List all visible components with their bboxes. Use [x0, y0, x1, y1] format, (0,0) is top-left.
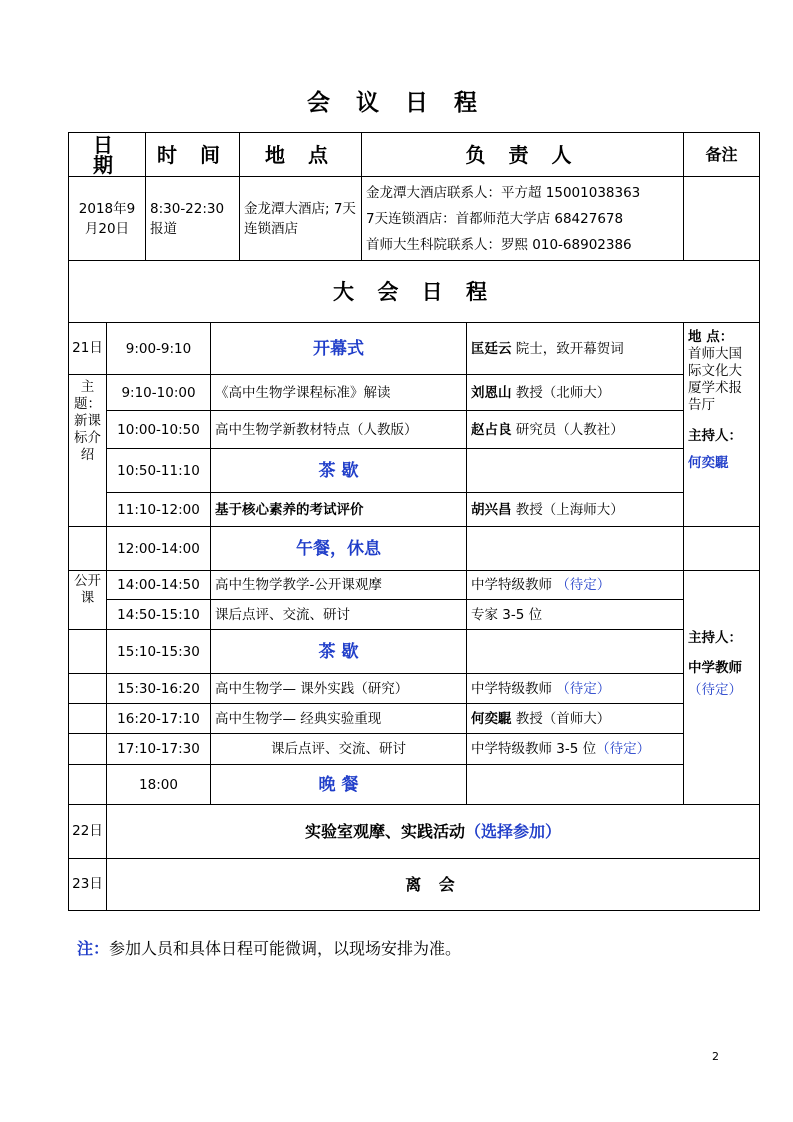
day-label: 23日 — [69, 859, 107, 911]
remark-morning — [684, 323, 760, 527]
header-remark: 备注 — [684, 133, 760, 177]
row-time: 11:10-12:00 — [107, 493, 211, 527]
row-person: 中学特级教师 （待定） — [467, 571, 684, 600]
row-person: 中学特级教师 3-5 位（待定） — [467, 734, 684, 765]
row-event: 茶 歇 — [211, 449, 467, 493]
row-time: 12:00-14:00 — [107, 527, 211, 571]
registration-date: 2018年9月20日 — [69, 177, 146, 261]
remark-place-label: 地 点： — [688, 329, 734, 345]
row-person: 匡廷云 院士，致开幕贺词 — [467, 323, 684, 375]
row-person: 赵占良 研究员（人教社） — [467, 411, 684, 449]
header-date: 日 期 — [69, 133, 146, 177]
row-event: 基于核心素养的考试评价 — [211, 493, 467, 527]
row-person — [467, 449, 684, 493]
blank-cell — [69, 734, 107, 765]
row-event: 课后点评、交流、研讨 — [211, 600, 467, 630]
contact-line: 首师大生科院联系人：罗熙 010-68902386 — [366, 236, 632, 253]
row-event: 课后点评、交流、研讨 — [211, 734, 467, 765]
blank-cell — [69, 527, 107, 571]
row-time: 17:10-17:30 — [107, 734, 211, 765]
row-event: 开幕式 — [211, 323, 467, 375]
row-person: 胡兴昌 教授（上海师大） — [467, 493, 684, 527]
registration-remark — [684, 177, 760, 261]
schedule-header-table — [68, 132, 760, 261]
contact-line: 金龙潭大酒店联系人：平方超 15001038363 — [366, 184, 641, 201]
page-title: 会 议 日 程 — [306, 90, 487, 116]
row-time: 16:20-17:10 — [107, 704, 211, 734]
row-time: 10:50-11:10 — [107, 449, 211, 493]
main-schedule-table — [68, 260, 760, 911]
row-event: 晚 餐 — [211, 765, 467, 805]
main-heading: 大 会 日 程 — [69, 261, 760, 323]
row-event: 茶 歇 — [211, 630, 467, 674]
row-person — [467, 630, 684, 674]
row-time: 9:10-10:00 — [107, 375, 211, 411]
row-event: 午餐，休息 — [211, 527, 467, 571]
remark-place: 首师大国际文化大厦学术报告厅 — [688, 346, 742, 413]
registration-time: 8:30-22:30 报道 — [146, 177, 240, 261]
page-number: 2 — [712, 1050, 719, 1063]
contact-line: 7天连锁酒店：首都师范大学店 68427678 — [366, 210, 624, 227]
blank-cell — [69, 630, 107, 674]
blank-cell — [69, 674, 107, 704]
row-time: 18:00 — [107, 765, 211, 805]
row-event: 高中生物学— 课外实践（研究） — [211, 674, 467, 704]
row-event: 高中生物学教学-公开课观摩 — [211, 571, 467, 600]
remark-host-label: 主持人： — [688, 630, 742, 646]
day22-event: 实验室观摩、实践活动（选择参加） — [107, 805, 760, 859]
row-time: 10:00-10:50 — [107, 411, 211, 449]
theme-label: 公开课 — [69, 571, 107, 630]
row-time: 14:00-14:50 — [107, 571, 211, 600]
row-person: 何奕騉 教授（首师大） — [467, 704, 684, 734]
header-time: 时 间 — [146, 133, 240, 177]
blank-cell — [684, 527, 760, 571]
row-event: 《高中生物学课程标准》解读 — [211, 375, 467, 411]
remark-afternoon — [684, 571, 760, 805]
remark-host-label: 主持人： — [688, 428, 742, 444]
row-event: 高中生物学新教材特点（人教版） — [211, 411, 467, 449]
row-time: 9:00-9:10 — [107, 323, 211, 375]
day-label: 22日 — [69, 805, 107, 859]
blank-cell — [69, 765, 107, 805]
row-person — [467, 765, 684, 805]
row-time: 15:30-16:20 — [107, 674, 211, 704]
day-label: 21日 — [69, 323, 107, 375]
header-place: 地 点 — [240, 133, 362, 177]
header-person: 负 责 人 — [362, 133, 684, 177]
day23-event: 离 会 — [107, 859, 760, 911]
row-person: 刘恩山 教授（北师大） — [467, 375, 684, 411]
row-event: 高中生物学— 经典实验重现 — [211, 704, 467, 734]
registration-contacts — [362, 177, 684, 261]
theme-label: 主题：新课标介绍 — [69, 375, 107, 527]
row-time: 15:10-15:30 — [107, 630, 211, 674]
row-time: 14:50-15:10 — [107, 600, 211, 630]
footnote: 注：参加人员和具体日程可能微调，以现场安排为准。 — [77, 939, 462, 958]
remark-host: 何奕騉 — [688, 455, 729, 471]
blank-cell — [69, 704, 107, 734]
row-person: 专家 3-5 位 — [467, 600, 684, 630]
row-person — [467, 527, 684, 571]
registration-place: 金龙潭大酒店; 7天连锁酒店 — [240, 177, 362, 261]
row-person: 中学特级教师 （待定） — [467, 674, 684, 704]
remark-host: 中学教师（待定） — [688, 660, 742, 698]
